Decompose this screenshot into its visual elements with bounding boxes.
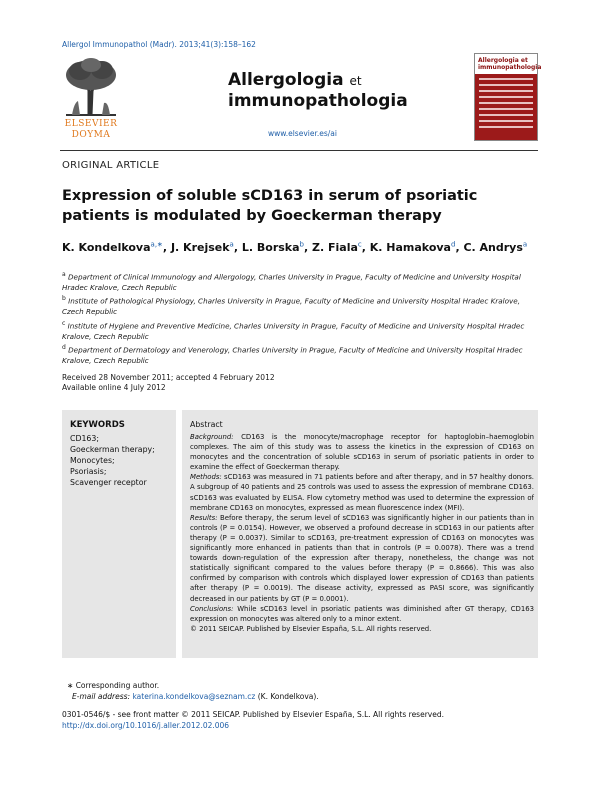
- keywords-list: [70, 433, 155, 488]
- author: C. Andrys$^a$: [463, 240, 528, 254]
- abstract-results: Results: Before therapy, the serum level of sCD163 was significantly higher in our patients than in controls (P = 0.0154). However, we observed a profound decrease in sCD163 in our patients after therapy (P = 0.0037). Similar to sCD163, pre-treatment expression of CD163 on monocytes was significantly more enhanced in patients than that in controls (P = 0.0078). There was a trend towards down-regulation of the expression after therapy, nonetheless, the change was not statistically significant compared to the values before therapy (P = 0.8666). This was also confirmed by comparison with controls which displayed lower expression of CD163 than patients after therapy (P = 0.0019). The disease activity, expressed as PASI score, was significantly decreased in our patients by GT (P = 0.0001).: [190, 513, 534, 603]
- journal-title: [228, 70, 408, 111]
- keywords-panel: [62, 410, 176, 658]
- keyword-item: Psoriasis;: [70, 467, 107, 476]
- footnote-email-line: E-mail address: katerina.kondelkova@seznam.cz (K. Kondelkova).: [72, 692, 319, 701]
- abstract-title: Abstract: [190, 420, 223, 429]
- journal-title-et: et: [349, 74, 362, 88]
- author: K. Kondelkova$^{a,∗}$,: [62, 240, 171, 254]
- abstract-panel: [182, 410, 538, 658]
- email-link[interactable]: katerina.kondelkova@seznam.cz: [132, 692, 256, 701]
- elsevier-logo: [60, 55, 122, 147]
- cover-text-lines: [479, 78, 533, 132]
- journal-url-link[interactable]: www.elsevier.es/ai: [268, 129, 337, 138]
- keyword-item: Goeckerman therapy;: [70, 445, 155, 454]
- author: K. Hamakova$^d$,: [369, 240, 464, 254]
- online-date: Available online 4 July 2012: [62, 383, 166, 392]
- keyword-item: CD163;: [70, 434, 99, 443]
- affiliations: [62, 270, 538, 368]
- cover-title-line1: Allergologia et: [478, 57, 528, 64]
- keyword-item: Monocytes;: [70, 456, 115, 465]
- publisher-subname: DOYMA: [71, 130, 111, 140]
- journal-title-line2: immunopathologia: [228, 91, 408, 111]
- author-list: [62, 240, 527, 254]
- issn-line: 0301-0546/$ - see front matter © 2011 SEICAP. Published by Elsevier España, S.L. All rights reserved.: [62, 710, 444, 719]
- doi-link[interactable]: http://dx.doi.org/10.1016/j.aller.2012.02.006: [62, 721, 230, 730]
- tree-icon: [62, 57, 120, 117]
- abstract-text: [190, 432, 534, 634]
- footnote-corresponding: ∗ Corresponding author.: [67, 681, 160, 690]
- abstract-methods: Methods: sCD163 was measured in 71 patients before and after therapy, and in 57 healthy donors. A subgroup of 40 patients and 25 controls was used to assess the expression of membrane CD163. sCD163 was evaluated by ELISA. Flow cytometry method was used to determine the expression of membrane CD163 on monocytes, expressed as mean fluorescence index (MFI).: [190, 473, 534, 512]
- keyword-item: Scavenger receptor: [70, 478, 147, 487]
- cover-title-line2: immunopathologia: [478, 64, 542, 71]
- corresponding-author-footnote: [62, 680, 319, 702]
- keywords-title: KEYWORDS: [70, 420, 125, 430]
- journal-cover-thumbnail: [474, 53, 542, 141]
- author: L. Borska$^b$,: [241, 240, 312, 254]
- affiliation-item: $^a$ Department of Clinical Immunology and Allergology, Charles University in Prague, Faculty of Medicine and University Hospital Hradec Kralove, Czech Republic: [62, 271, 521, 292]
- journal-title-line1: Allergologia: [228, 70, 344, 90]
- abstract-conclusions: Conclusions: While sCD163 level in psoriatic patients was diminished after GT therapy, CD163 expression on monocytes was altered only to a minor extent.: [190, 604, 534, 623]
- publisher-name: ELSEVIER: [64, 119, 118, 129]
- issn-block: [62, 709, 444, 731]
- abstract-background: Background: CD163 is the monocyte/macrophage receptor for haptoglobin–haemoglobin complexes. The aim of this study was to assess the kinetics in the expression of CD163 on monocytes and the concentration of soluble sCD163 in serum of psoriatic patients in order to examine the effect of Goeckerman therapy.: [190, 433, 534, 472]
- author: Z. Fiala$^c$,: [312, 240, 370, 254]
- article-dates: [62, 373, 275, 393]
- author: J. Krejsek$^a$,: [170, 240, 242, 254]
- abstract-copyright: © 2011 SEICAP. Published by Elsevier España, S.L. All rights reserved.: [190, 624, 432, 633]
- cover-title: [478, 57, 541, 71]
- header-divider: [60, 150, 538, 151]
- affiliation-item: $^b$ Institute of Pathological Physiology, Charles University in Prague, Faculty of Medicine and University Hospital Hradec Kralove, Czech Republic: [62, 295, 520, 317]
- article-title: Expression of soluble sCD163 in serum of psoriatic patients is modulated by Goeckerman therapy: [62, 188, 478, 224]
- section-label: ORIGINAL ARTICLE: [62, 160, 160, 171]
- journal-citation[interactable]: Allergol Immunopathol (Madr). 2013;41(3):158–162: [62, 40, 256, 49]
- affiliation-item: $^c$ Institute of Hygiene and Preventive Medicine, Charles University in Prague, Faculty of Medicine and University Hospital Hradec Kralove, Czech Republic: [62, 319, 525, 341]
- received-date: Received 28 November 2011; accepted 4 February 2012: [62, 373, 275, 382]
- affiliation-item: $^d$ Department of Dermatology and Venerology, Charles University in Prague, Faculty of Medicine and University Hospital Hradec Kralove, Czech Republic: [62, 344, 523, 366]
